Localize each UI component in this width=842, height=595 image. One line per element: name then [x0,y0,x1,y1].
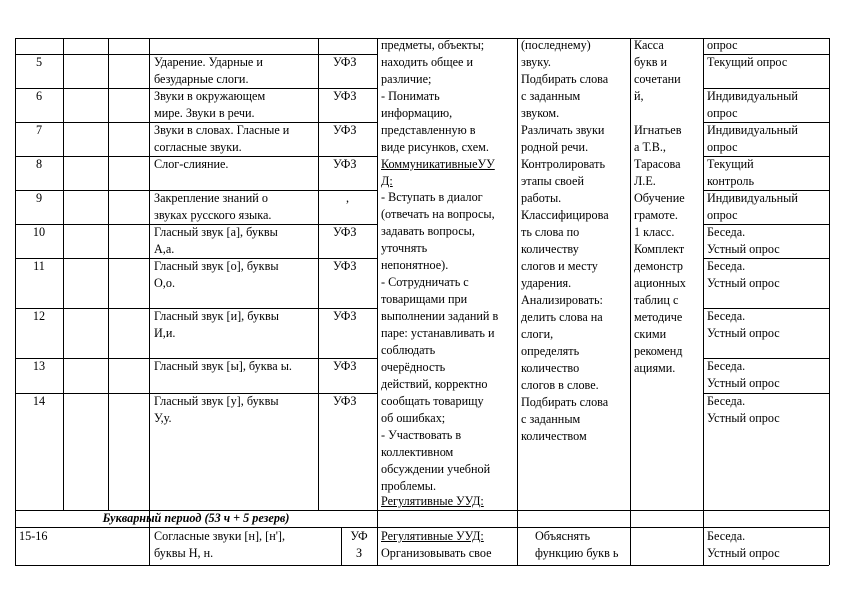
row-number: 12 [32,309,46,323]
row-number: 6 [35,89,43,103]
row-topic: Согласные звуки [н], [н'], буквы Н, н. [154,529,286,560]
row-topic: Звуки в окружающем мире. Звуки в речи. [154,89,266,120]
row-type: УФЗ [333,259,357,273]
row-form: Беседа. Устный опрос [707,529,780,560]
row-number: 14 [32,394,46,408]
row-type: УФЗ [333,309,357,323]
row-type: , [345,191,350,205]
row-type: УФЗ [333,157,357,171]
row-form: Беседа. Устный опрос [707,225,780,256]
row-type: УФЗ [333,89,357,103]
uud-communicative-heading: КоммуникативныеУУ Д: [381,157,495,188]
row-type: УФЗ [333,123,357,137]
row-type: УФ З [350,529,368,560]
uud-text-b: - Вступать в диалог (отвечать на вопросы, задавать вопросы, уточнять непонятное). - Сотрудничать с товарищами при выполнении заданий в паре: устанавливать и соблюдать очерёдность действий, корректно сообщать товарищу об ошибках; - Участвовать в коллективном обсуждении учебной проблемы. [381,190,499,493]
row-number: 5 [35,55,43,69]
row-topic: Слог-слияние. [154,157,229,171]
materials-column: Касса букв и сочетани й, Игнатьев а Т.В., Тарасова Л.Е. Обучение грамоте. 1 класс. Комплект демонстр ационных таблиц с методиче скими рекоменд ациями. [634,38,686,375]
row-regulative-heading: Регулятивные УУД: [381,529,484,543]
row-topic: Гласный звук [ы], буква ы. [154,359,292,373]
row-form-continued: опрос [707,38,738,52]
row-topic: Звуки в словах. Гласные и согласные звуки. [154,123,290,154]
row-form: Текущий опрос [707,55,788,69]
row-form: Беседа. Устный опрос [707,394,780,425]
row-number: 11 [33,259,45,273]
row-number: 9 [35,191,43,205]
row-topic: Закрепление знаний о звуках русского языка. [154,191,272,222]
row-form: Беседа. Устный опрос [707,309,780,340]
row-skills: Объяснять функцию букв ь [535,529,619,560]
row-number: 8 [35,157,43,171]
row-form: Индивидуальный опрос [707,123,798,154]
row-form: Беседа. Устный опрос [707,359,780,390]
row-number: 13 [32,359,46,373]
row-type: УФЗ [333,55,357,69]
row-type: УФЗ [333,359,357,373]
row-topic: Гласный звук [и], буквы И,и. [154,309,279,340]
row-number: 10 [32,225,46,239]
row-uud-text: Организовывать свое [381,546,492,560]
row-form: Текущий контроль [707,157,755,188]
section-title: Букварный период (53 ч + 5 резерв) [102,511,290,525]
row-topic: Гласный звук [а], буквы А,а. [154,225,278,256]
row-type: УФЗ [333,225,357,239]
row-number: 15-16 [19,529,48,543]
row-type: УФЗ [333,394,357,408]
row-topic: Гласный звук [о], буквы О,о. [154,259,279,290]
row-form: Индивидуальный опрос [707,89,798,120]
row-topic: Ударение. Ударные и безударные слоги. [154,55,263,86]
row-form: Беседа. Устный опрос [707,259,780,290]
row-number: 7 [35,123,43,137]
uud-text-a: предметы, объекты; находить общее и различие; - Понимать информацию, представленную в виде рисунков, схем. [381,38,489,154]
row-form: Индивидуальный опрос [707,191,798,222]
skills-column: (последнему) звуку. Подбирать слова с заданным звуком. Различать звуки родной речи. Контролировать этапы своей работы. Классифицирова ть слова по количеству слогов и месту ударения. Анализировать: делить слова на слоги, определять количество слогов в слове. Подбирать слова с заданным количеством [521,38,609,443]
uud-regulative-heading: Регулятивные УУД: [381,494,484,508]
row-topic: Гласный звук [у], буквы У,у. [154,394,279,425]
